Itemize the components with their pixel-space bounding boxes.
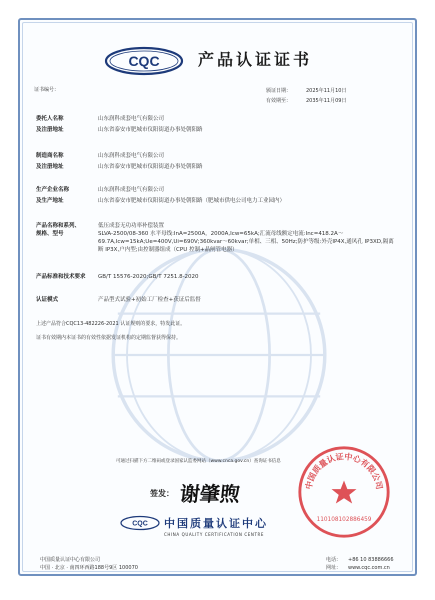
seal-code: 110108102886459 [316, 516, 372, 523]
expiry-date-value: 2035年11月09日 [306, 98, 347, 104]
applicant-address-label: 及注册地址 [36, 127, 64, 133]
certification-mode-label: 认证模式 [36, 297, 59, 303]
verification-text: 可通过扫描下方二维码或登录国家认监委网站（www.cnca.gov.cn）查询证书信息 [116, 459, 281, 464]
manufacturer-address: 山东省泰安市肥城市仪阳街道办事处朝阳路 [98, 164, 203, 170]
issuer-name-en: CHINA QUALITY CERTIFICATION CENTRE [164, 532, 264, 537]
standard-label: 产品标准和技术要求 [36, 274, 86, 280]
certificate-number [34, 86, 59, 93]
web-value: www.cqc.com.cn [348, 565, 390, 571]
conformity-note-2: 证书有效期内本证书的有效性依据发证机构的定期监督获得保持。 [36, 335, 182, 341]
applicant-section [36, 115, 396, 137]
certificate-number-label: 证书编号： [34, 87, 60, 93]
applicant-address: 山东省泰安市肥城市仪阳街道办事处朝阳路 [98, 127, 203, 133]
cqc-logo-text: CQC [128, 53, 160, 69]
certificate-title: 产品认证证书 [198, 50, 313, 69]
applicant-name: 山东润科成套电气有限公司 [98, 116, 165, 122]
issuer-address [40, 556, 138, 572]
web-label: 网址： [326, 565, 342, 571]
factory-address-label: 及生产地址 [36, 198, 64, 204]
manufacturer-address-label: 及注册地址 [36, 164, 64, 170]
factory-section [36, 186, 396, 208]
issue-date-label: 颁证日期： [266, 88, 292, 94]
manufacturer-name: 山东润科成套电气有限公司 [98, 153, 165, 159]
issuer-address-line2: 中国 · 北京 · 南四环西路188号9区 100070 [40, 565, 138, 571]
cqc-footer-logo-text: CQC [132, 520, 148, 528]
product-spec: SLVA-2500/08-360 水平母线:InA=2500A，2000A,Icw=65kA;汇流母线额定电流:Inc=418.2A～69.7A,Icw=15kA;Ue=400V,Ui=690V;360kvar～60kvar;单相、三相、50Hz;防护等级:外壳IP4X,通风孔 IP3XD,隔离断 IP3X,户内型;由控制器组成（CPU 控制+晶闸管电器） [98, 231, 394, 253]
issuer-address-line1: 中国质量认证中心有限公司 [40, 557, 101, 563]
signature-label: 签发： [150, 489, 174, 498]
tel-label: 电话： [326, 557, 342, 563]
standard-value: GB/T 15576-2020;GB/T 7251.8-2020 [98, 274, 199, 280]
standard-section [36, 273, 396, 284]
factory-address: 山东省泰安市肥城市仪阳街道办事处朝阳路（肥城市供电公司电力工业园内） [98, 198, 286, 204]
factory-name: 山东润科成套电气有限公司 [98, 187, 165, 193]
manufacturer-section [36, 152, 396, 174]
tel-value: +86 10 83886666 [348, 557, 394, 563]
cqc-footer-logo-icon [120, 512, 160, 534]
product-description [98, 222, 396, 254]
issuer-name-cn: 中国质量认证中心 [164, 517, 268, 530]
factory-label: 生产企业名称 [36, 187, 70, 193]
signature: 谢肇煦 [178, 482, 242, 506]
certificate-dates [266, 86, 346, 106]
manufacturer-label: 制造商名称 [36, 153, 64, 159]
seal-ring-text: 中国质量认证中心有限公司 [303, 451, 385, 491]
product-section [36, 222, 396, 257]
product-name: 低压成套无功功率补偿装置 [98, 223, 165, 229]
conformity-note-1: 上述产品符合CQC13-482226-2021 认证规则的要求，特发此证。 [36, 321, 186, 327]
product-label-line2: 规格、型号 [36, 231, 64, 237]
certification-mode-value: 产品型式试验+初始工厂检查+获证后监督 [98, 297, 201, 303]
official-seal-icon [296, 444, 392, 540]
conformity-statement [36, 320, 396, 345]
product-label-line1: 产品名称和系列、 [36, 223, 81, 229]
issue-date-value: 2025年11月10日 [306, 88, 347, 94]
product-label [36, 222, 98, 254]
applicant-label: 委托人名称 [36, 116, 64, 122]
certification-mode-section [36, 296, 396, 307]
issuer-contact [326, 556, 394, 572]
cqc-header-logo-icon [104, 46, 184, 76]
expiry-date-label: 有效期至： [266, 98, 292, 104]
